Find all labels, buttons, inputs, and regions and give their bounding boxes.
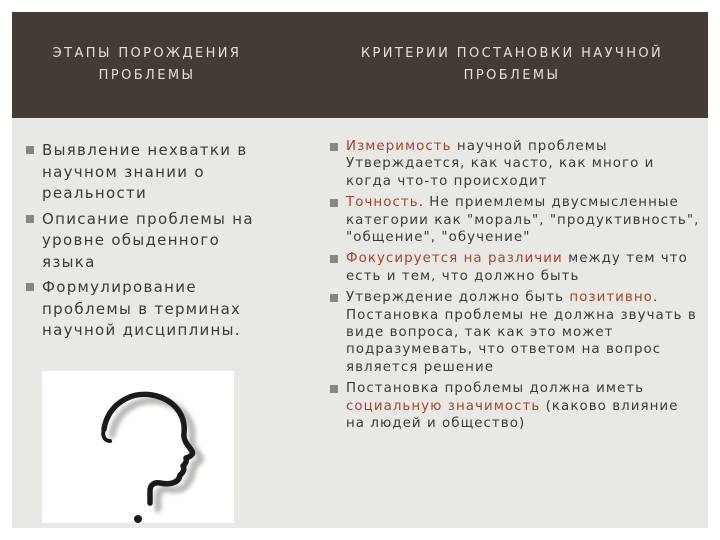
square-bullet-icon <box>26 283 34 291</box>
list-item <box>26 209 276 274</box>
list-item <box>26 277 276 342</box>
right-column-title: КРИТЕРИИ ПОСТАНОВКИ НАУЧНОЙ ПРОБЛЕМЫ <box>360 46 664 83</box>
criterion-text: . Не приемлемы двусмысленные категории как "мораль", "продуктивность", "общение", "обучение" <box>346 195 700 246</box>
criterion-keyword: Измеримость <box>346 139 452 154</box>
question-mark-head-icon <box>42 371 234 523</box>
header-bar <box>12 12 708 118</box>
left-column-title: ЭТАПЫ ПОРОЖДЕНИЯ ПРОБЛЕМЫ <box>52 46 242 83</box>
criterion-text: между тем что есть и тем, что должно быть <box>346 251 688 284</box>
criteria-list <box>330 138 702 437</box>
criterion-keyword: Фокусируется на различии <box>346 251 563 267</box>
square-bullet-icon <box>330 385 338 393</box>
square-bullet-icon <box>26 215 34 223</box>
square-bullet-icon <box>330 143 338 151</box>
criterion-text: (каково влияние на людей и общество) <box>346 398 679 432</box>
list-item <box>330 194 702 246</box>
list-item-text: Описание проблемы на уровне обыденного языка <box>42 209 254 271</box>
list-item <box>330 289 702 376</box>
square-bullet-icon <box>330 255 338 263</box>
criterion-text: научной проблемы Утверждается, как часто, как много и когда что-то происходит <box>346 139 655 189</box>
criterion-keyword: социальную значимость <box>346 398 541 414</box>
list-item <box>330 380 702 432</box>
criterion-keyword: Точность <box>346 195 419 211</box>
square-bullet-icon <box>330 294 338 302</box>
list-item <box>330 250 702 285</box>
criterion-text-prefix: Постановка проблемы должна иметь <box>346 381 645 397</box>
stages-list <box>26 140 276 346</box>
square-bullet-icon <box>330 199 338 207</box>
list-item-text: Выявление нехватки в научном знании о реальности <box>42 141 248 202</box>
list-item <box>26 140 276 205</box>
criterion-text-prefix: Утверждение должно быть <box>346 290 570 306</box>
list-item <box>330 138 702 190</box>
criterion-text: . Постановка проблемы не должна звучать в виде вопроса, так как это может подразумевать, что ответом на вопрос является решение <box>346 290 697 375</box>
illustration-panel <box>42 371 234 523</box>
criterion-keyword: позитивно <box>569 290 653 306</box>
square-bullet-icon <box>26 146 34 154</box>
slide <box>12 12 708 528</box>
list-item-text: Формулирование проблемы в терминах научной дисциплины. <box>42 278 242 339</box>
